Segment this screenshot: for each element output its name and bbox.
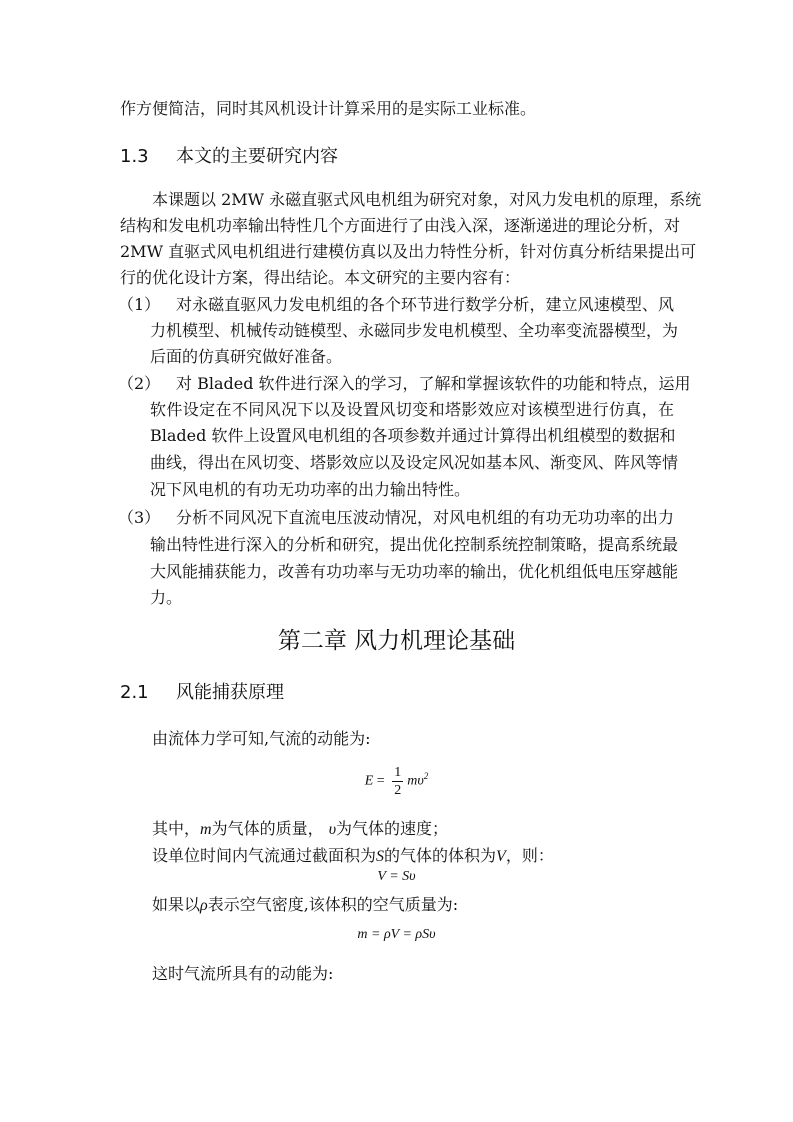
symbol-mass: m bbox=[200, 821, 212, 838]
list-item-line: 对永磁直驱风力发电机组的各个环节进行数学分析，建立风速模型、风 bbox=[176, 295, 674, 314]
list-item-line: 力机模型、机械传动链模型、永磁同步发电机模型、全功率变流器模型，为 bbox=[150, 321, 679, 340]
list-item-line: 力。 bbox=[150, 588, 183, 607]
list-item-marker: （1） bbox=[118, 295, 161, 314]
paragraph-line bbox=[152, 845, 554, 868]
list-item-line: 曲线，得出在风切变、塔影效应以及设定风况如基本风、渐变风、阵风等情 bbox=[150, 453, 679, 472]
text-run: 设单位时间内气流通过截面积为 bbox=[152, 846, 377, 865]
paragraph-line: 由流体力学可知,气流的动能为: bbox=[152, 729, 371, 748]
section-number: 1.3 bbox=[120, 146, 149, 167]
fraction-denominator: 2 bbox=[394, 783, 402, 798]
paragraph-line: 这时气流所具有的动能为: bbox=[152, 964, 334, 983]
text-run: 如果以 bbox=[152, 895, 201, 914]
paragraph-line: 本课题以 2MW 永磁直驱式风电机组为研究对象，对风力发电机的原理，系统 bbox=[152, 190, 702, 209]
equation-mass: m = ρV = ρSυ bbox=[357, 927, 436, 942]
equation-rhs: mυ bbox=[407, 773, 424, 789]
list-item-line: 大风能捕获能力，改善有功功率与无功功率的输出，优化机组低电压穿越能 bbox=[150, 562, 679, 581]
text-run: ，则： bbox=[505, 846, 554, 865]
chapter-title: 第二章 风力机理论基础 bbox=[277, 628, 516, 654]
symbol-velocity: υ bbox=[328, 821, 337, 838]
section-title: 本文的主要研究内容 bbox=[176, 146, 338, 167]
list-item-line: 对 Bladed 软件进行深入的学习，了解和掌握该软件的功能和特点，运用 bbox=[176, 374, 691, 393]
paragraph-line: 2MW 直驱式风电机组进行建模仿真以及出力特性分析，针对仿真分析结果提出可 bbox=[120, 242, 697, 261]
list-item-line: Bladed 软件上设置风电机组的各项参数并通过计算得出机组模型的数据和 bbox=[150, 426, 676, 445]
list-item-marker: （2） bbox=[118, 374, 161, 393]
section-title: 风能捕获原理 bbox=[176, 682, 284, 703]
text-run: 的气体的体积为 bbox=[384, 846, 497, 865]
paragraph-line bbox=[152, 818, 448, 841]
text-run: 表示空气密度,该体积的空气质量为: bbox=[207, 895, 459, 914]
section-number: 2.1 bbox=[120, 682, 149, 703]
paragraph-line: 行的优化设计方案，得出结论。本文研究的主要内容有： bbox=[120, 268, 521, 287]
equation-kinetic-energy bbox=[0, 764, 793, 799]
fraction-numerator: 1 bbox=[394, 765, 402, 780]
paragraph-line bbox=[152, 894, 458, 917]
paragraph-line: 结构和发电机功率输出特性几个方面进行了由浅入深，逐渐递进的理论分析，对 bbox=[120, 216, 681, 235]
section-1-3-heading bbox=[120, 145, 338, 169]
list-item-line: 后面的仿真研究做好准备。 bbox=[150, 347, 343, 366]
list-item-line: 分析不同风况下直流电压波动情况，对风电机组的有功无功功率的出力 bbox=[176, 508, 674, 527]
list-item-line: 况下风电机的有功无功功率的出力输出特性。 bbox=[150, 480, 471, 499]
intro-tail-line: 作方便简洁，同时其风机设计计算采用的是实际工业标准。 bbox=[120, 99, 537, 118]
list-item-line: 输出特性进行深入的分析和研究，提出优化控制系统控制策略，提高系统最 bbox=[150, 535, 679, 554]
equation-equals: = bbox=[376, 773, 385, 789]
equation-lhs: E bbox=[364, 773, 374, 789]
text-run: 为气体的速度； bbox=[336, 819, 449, 838]
symbol-density: ρ bbox=[200, 897, 208, 914]
text-run: 其中， bbox=[152, 819, 201, 838]
text-run: 为气体的质量， bbox=[211, 819, 324, 838]
fraction bbox=[392, 764, 403, 799]
section-2-1-heading bbox=[120, 681, 284, 705]
symbol-volume: V bbox=[496, 848, 506, 865]
list-item-line: 软件设定在不同风况下以及设置风切变和塔影效应对该模型进行仿真，在 bbox=[150, 400, 674, 419]
equation-exponent: 2 bbox=[423, 771, 429, 782]
symbol-area: S bbox=[376, 848, 385, 865]
list-item-marker: （3） bbox=[118, 508, 161, 527]
equation-volume: V = Sυ bbox=[377, 869, 416, 884]
